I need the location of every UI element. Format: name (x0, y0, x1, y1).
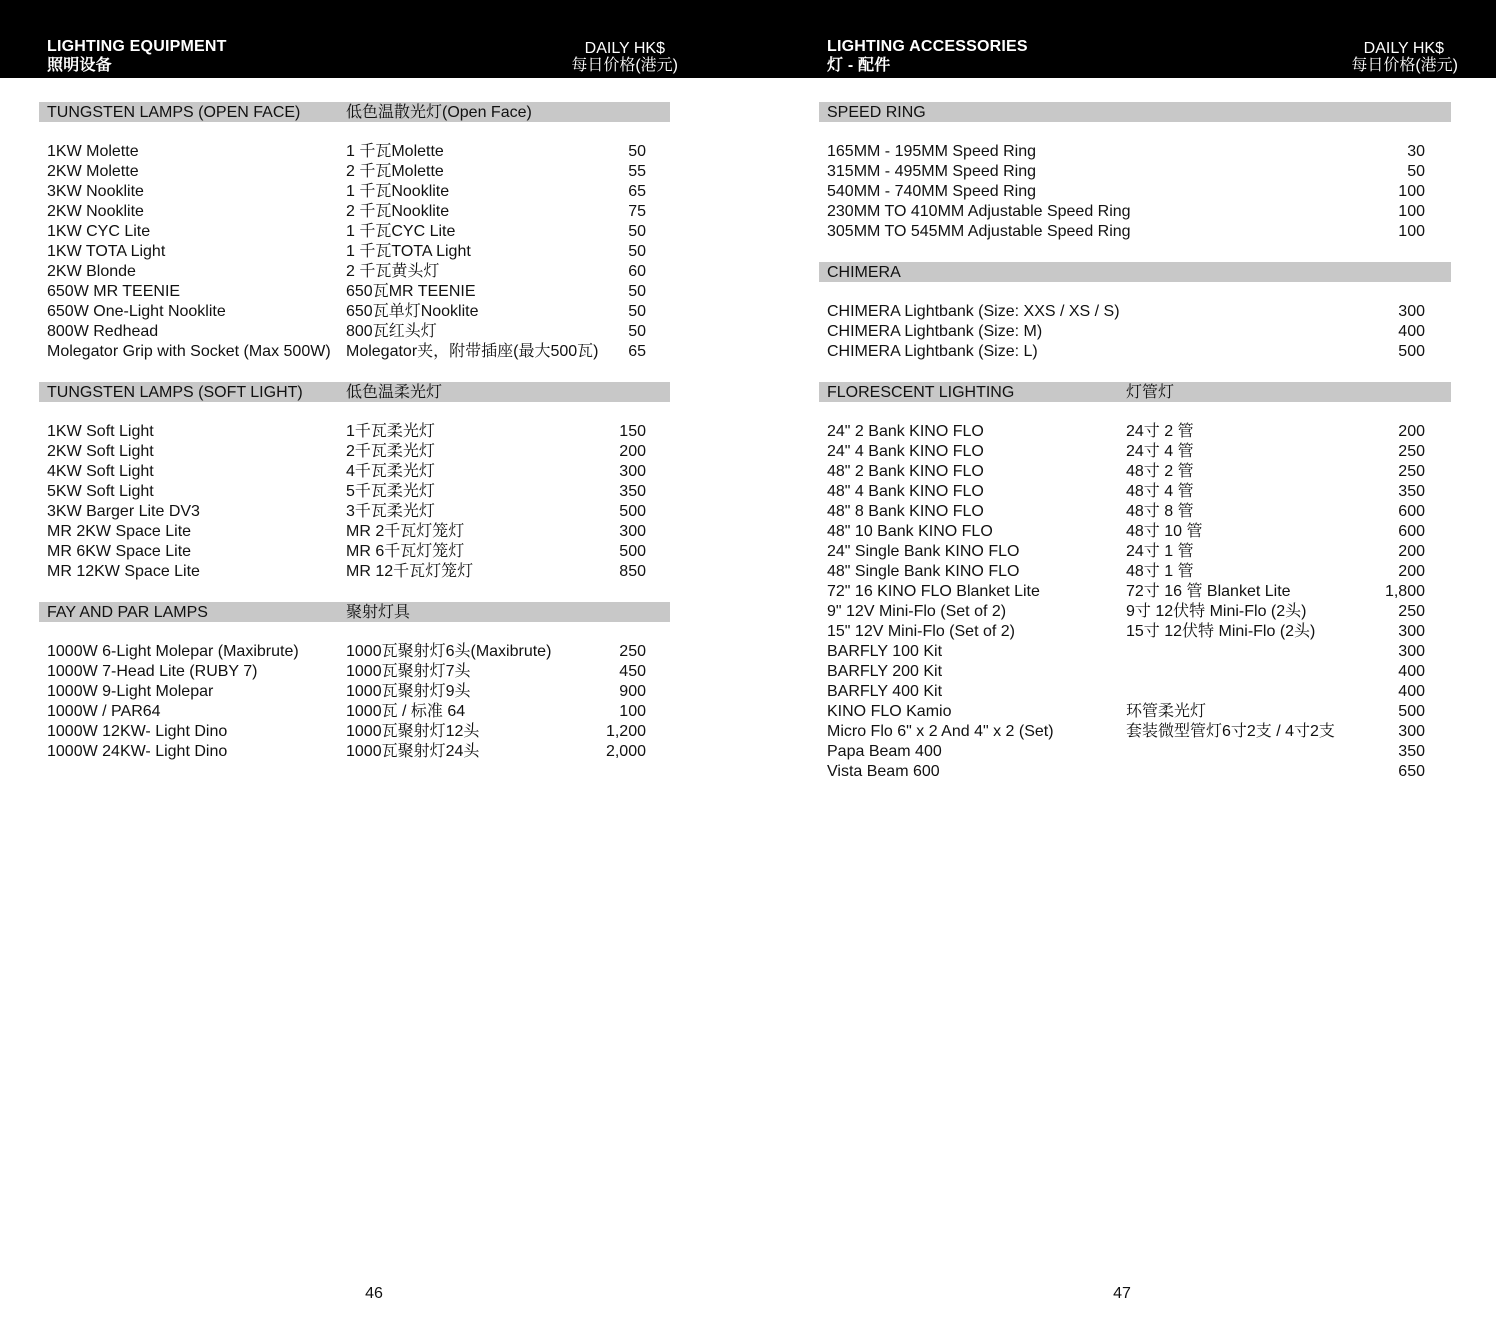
price-row (748, 482, 1496, 502)
item-name: 305MM TO 545MM Adjustable Speed Ring (827, 223, 1131, 240)
price-row (748, 762, 1496, 782)
item-name: 1000W 24KW- Light Dino (47, 743, 228, 760)
price-row (748, 322, 1496, 342)
item-name: 4KW Soft Light (47, 463, 154, 480)
item-name: 1KW TOTA Light (47, 243, 166, 260)
item-name-cn: 1 千瓦Nooklite (346, 183, 450, 200)
item-name: 24" 2 Bank KINO FLO (827, 423, 984, 440)
item-name-cn: 24寸 4 管 (1126, 443, 1194, 460)
item-name: BARFLY 400 Kit (827, 683, 943, 700)
section-title: TUNGSTEN LAMPS (OPEN FACE) (47, 104, 301, 121)
item-price: 900 (619, 683, 646, 700)
item-name-cn: 650瓦MR TEENIE (346, 283, 476, 300)
item-name: Papa Beam 400 (827, 743, 942, 760)
item-name-cn: 1 千瓦Molette (346, 143, 444, 160)
header-title: LIGHTING ACCESSORIES (827, 38, 1028, 55)
item-name: CHIMERA Lightbank (Size: L) (827, 343, 1038, 360)
price-row (0, 162, 748, 182)
item-price: 350 (619, 483, 646, 500)
price-row (0, 442, 748, 462)
item-price: 500 (619, 503, 646, 520)
header-title: LIGHTING EQUIPMENT (47, 38, 227, 55)
price-row (0, 322, 748, 342)
item-name: KINO FLO Kamio (827, 703, 952, 720)
price-row (748, 142, 1496, 162)
section-title: SPEED RING (827, 104, 926, 121)
item-name: 165MM - 195MM Speed Ring (827, 143, 1036, 160)
price-row (0, 682, 748, 702)
item-price: 400 (1398, 663, 1425, 680)
header-daily-label-cn: 每日价格(港元) (1351, 57, 1458, 74)
item-price: 65 (628, 343, 646, 360)
item-price: 300 (619, 463, 646, 480)
item-name-cn: 24寸 2 管 (1126, 423, 1194, 440)
item-name: 3KW Nooklite (47, 183, 144, 200)
item-price: 400 (1398, 323, 1425, 340)
price-row (0, 482, 748, 502)
price-row (748, 462, 1496, 482)
price-row (0, 282, 748, 302)
item-price: 100 (619, 703, 646, 720)
price-row (0, 722, 748, 742)
page-header (0, 0, 748, 78)
item-name: MR 6KW Space Lite (47, 543, 192, 560)
section-header (39, 102, 670, 122)
item-name: 3KW Barger Lite DV3 (47, 503, 200, 520)
item-name-cn: 2 千瓦Nooklite (346, 203, 450, 220)
section-title-cn: 低色温散光灯(Open Face) (346, 104, 532, 121)
price-row (0, 562, 748, 582)
price-row (0, 662, 748, 682)
price-row (0, 262, 748, 282)
price-row (0, 702, 748, 722)
item-name: MR 2KW Space Lite (47, 523, 192, 540)
item-name: 230MM TO 410MM Adjustable Speed Ring (827, 203, 1131, 220)
item-price: 500 (619, 543, 646, 560)
item-name-cn: 1000瓦聚射灯6头(Maxibrute) (346, 643, 552, 660)
item-name-cn: 48寸 2 管 (1126, 463, 1194, 480)
section-title-cn: 聚射灯具 (346, 604, 411, 621)
item-name-cn: 72寸 16 管 Blanket Lite (1126, 583, 1291, 600)
section-header (819, 102, 1451, 122)
item-price: 200 (1398, 423, 1425, 440)
item-name: 1KW Soft Light (47, 423, 154, 440)
item-name: 2KW Nooklite (47, 203, 144, 220)
item-name: 2KW Blonde (47, 263, 136, 280)
price-row (0, 742, 748, 762)
item-price: 600 (1398, 503, 1425, 520)
section-header (39, 602, 670, 622)
item-name: 9" 12V Mini-Flo (Set of 2) (827, 603, 1007, 620)
item-price: 250 (1398, 463, 1425, 480)
item-name: MR 12KW Space Lite (47, 563, 200, 580)
section-title-cn: 灯管灯 (1126, 384, 1175, 401)
item-price: 350 (1398, 743, 1425, 760)
item-name: 48" 8 Bank KINO FLO (827, 503, 984, 520)
item-name: BARFLY 100 Kit (827, 643, 943, 660)
price-row (748, 562, 1496, 582)
item-price: 350 (1398, 483, 1425, 500)
item-price: 400 (1398, 683, 1425, 700)
price-row (748, 422, 1496, 442)
price-row (748, 222, 1496, 242)
item-name: Micro Flo 6" x 2 And 4" x 2 (Set) (827, 723, 1054, 740)
item-price: 850 (619, 563, 646, 580)
price-row (0, 142, 748, 162)
price-row (0, 302, 748, 322)
item-price: 65 (628, 183, 646, 200)
item-name: 315MM - 495MM Speed Ring (827, 163, 1036, 180)
header-daily-label-cn: 每日价格(港元) (571, 57, 678, 74)
item-name: 1000W / PAR64 (47, 703, 161, 720)
item-name-cn: 24寸 1 管 (1126, 543, 1194, 560)
item-price: 50 (628, 283, 646, 300)
item-name-cn: 48寸 4 管 (1126, 483, 1194, 500)
item-price: 300 (1398, 643, 1425, 660)
item-name-cn: 2 千瓦黄头灯 (346, 263, 440, 280)
section-header (819, 262, 1451, 282)
item-price: 30 (1407, 143, 1425, 160)
price-row (0, 642, 748, 662)
item-price: 200 (619, 443, 646, 460)
item-price: 100 (1398, 183, 1425, 200)
item-name: CHIMERA Lightbank (Size: M) (827, 323, 1043, 340)
item-name-cn: 48寸 8 管 (1126, 503, 1194, 520)
price-row (748, 302, 1496, 322)
item-price: 250 (1398, 603, 1425, 620)
page-number: 47 (1113, 1285, 1131, 1302)
item-price: 1,800 (1384, 583, 1425, 600)
item-name: 650W One-Light Nooklite (47, 303, 226, 320)
header-daily-label: DAILY HK$ (1363, 40, 1444, 57)
item-price: 200 (1398, 543, 1425, 560)
price-row (748, 742, 1496, 762)
section-title: FAY AND PAR LAMPS (47, 604, 208, 621)
item-name: 1000W 9-Light Molepar (47, 683, 214, 700)
item-price: 500 (1398, 703, 1425, 720)
item-price: 300 (1398, 723, 1425, 740)
item-price: 60 (628, 263, 646, 280)
item-name: 1000W 7-Head Lite (RUBY 7) (47, 663, 258, 680)
header-daily-label: DAILY HK$ (584, 40, 665, 57)
item-name-cn: 1千瓦柔光灯 (346, 423, 435, 440)
item-name-cn: 1 千瓦CYC Lite (346, 223, 456, 240)
item-name: Molegator Grip with Socket (Max 500W) (47, 343, 331, 360)
item-name: CHIMERA Lightbank (Size: XXS / XS / S) (827, 303, 1120, 320)
section-title: CHIMERA (827, 264, 901, 281)
item-price: 100 (1398, 203, 1425, 220)
item-name: 48" 10 Bank KINO FLO (827, 523, 993, 540)
price-row (0, 462, 748, 482)
header-title-cn: 照明设备 (47, 57, 112, 74)
item-price: 450 (619, 663, 646, 680)
item-name: 800W Redhead (47, 323, 159, 340)
header-title-cn: 灯 - 配件 (827, 57, 891, 74)
section-title-cn: 低色温柔光灯 (346, 384, 443, 401)
price-row (748, 542, 1496, 562)
price-row (748, 442, 1496, 462)
price-row (748, 602, 1496, 622)
price-row (748, 502, 1496, 522)
item-name: 1000W 12KW- Light Dino (47, 723, 228, 740)
price-row (0, 542, 748, 562)
item-name-cn: 环管柔光灯 (1126, 703, 1207, 720)
item-price: 100 (1398, 223, 1425, 240)
page-number: 46 (365, 1285, 383, 1302)
section-title: FLORESCENT LIGHTING (827, 384, 1015, 401)
price-row (748, 702, 1496, 722)
item-name: 1KW Molette (47, 143, 139, 160)
item-name-cn: 1000瓦聚射灯12头 (346, 723, 480, 740)
item-name-cn: 1 千瓦TOTA Light (346, 243, 471, 260)
item-name-cn: MR 12千瓦灯笼灯 (346, 563, 474, 580)
item-name-cn: 800瓦红头灯 (346, 323, 437, 340)
item-name: 5KW Soft Light (47, 483, 154, 500)
item-name-cn: 48寸 1 管 (1126, 563, 1194, 580)
item-price: 50 (628, 323, 646, 340)
item-name-cn: Molegator夹，附带插座(最大500瓦) (346, 343, 599, 360)
item-name-cn: MR 6千瓦灯笼灯 (346, 543, 465, 560)
section-header (39, 382, 670, 402)
price-row (0, 242, 748, 262)
item-name-cn: 1000瓦聚射灯24头 (346, 743, 480, 760)
item-name-cn: 1000瓦聚射灯9头 (346, 683, 471, 700)
item-name: 1KW CYC Lite (47, 223, 151, 240)
item-name-cn: 1000瓦聚射灯7头 (346, 663, 471, 680)
item-name: 48" 2 Bank KINO FLO (827, 463, 984, 480)
item-price: 300 (619, 523, 646, 540)
item-name: 2KW Soft Light (47, 443, 154, 460)
price-row (0, 522, 748, 542)
item-price: 55 (628, 163, 646, 180)
item-price: 150 (619, 423, 646, 440)
item-name-cn: 5千瓦柔光灯 (346, 483, 435, 500)
price-row (748, 202, 1496, 222)
price-row (0, 182, 748, 202)
item-name-cn: MR 2千瓦灯笼灯 (346, 523, 465, 540)
price-row (748, 182, 1496, 202)
item-price: 650 (1398, 763, 1425, 780)
item-name-cn: 9寸 12伏特 Mini-Flo (2头) (1126, 603, 1307, 620)
item-price: 300 (1398, 303, 1425, 320)
item-name: 24" Single Bank KINO FLO (827, 543, 1020, 560)
item-price: 50 (628, 243, 646, 260)
price-row (0, 202, 748, 222)
item-name: 650W MR TEENIE (47, 283, 181, 300)
price-row (0, 502, 748, 522)
item-price: 300 (1398, 623, 1425, 640)
price-row (748, 162, 1496, 182)
item-price: 500 (1398, 343, 1425, 360)
item-price: 50 (628, 223, 646, 240)
item-name-cn: 1000瓦 / 标准 64 (346, 703, 466, 720)
price-row (0, 342, 748, 362)
item-price: 50 (628, 303, 646, 320)
item-name: BARFLY 200 Kit (827, 663, 943, 680)
item-name: Vista Beam 600 (827, 763, 940, 780)
item-price: 50 (628, 143, 646, 160)
item-price: 250 (619, 643, 646, 660)
section-title: TUNGSTEN LAMPS (SOFT LIGHT) (47, 384, 303, 401)
right-page (748, 0, 1496, 1323)
price-row (0, 222, 748, 242)
item-price: 600 (1398, 523, 1425, 540)
item-price: 75 (628, 203, 646, 220)
page-header (748, 0, 1496, 78)
price-row (748, 582, 1496, 602)
item-name-cn: 650瓦单灯Nooklite (346, 303, 479, 320)
item-name-cn: 2 千瓦Molette (346, 163, 444, 180)
item-name-cn: 4千瓦柔光灯 (346, 463, 435, 480)
item-name: 540MM - 740MM Speed Ring (827, 183, 1036, 200)
item-name: 24" 4 Bank KINO FLO (827, 443, 984, 460)
price-row (748, 622, 1496, 642)
price-row (748, 662, 1496, 682)
item-name: 2KW Molette (47, 163, 139, 180)
item-name-cn: 15寸 12伏特 Mini-Flo (2头) (1126, 623, 1316, 640)
price-row (748, 342, 1496, 362)
item-name: 48" Single Bank KINO FLO (827, 563, 1020, 580)
item-name-cn: 3千瓦柔光灯 (346, 503, 435, 520)
item-name: 1000W 6-Light Molepar (Maxibrute) (47, 643, 299, 660)
item-name: 72" 16 KINO FLO Blanket Lite (827, 583, 1040, 600)
item-name: 15" 12V Mini-Flo (Set of 2) (827, 623, 1015, 640)
price-row (748, 642, 1496, 662)
price-row (748, 682, 1496, 702)
item-price: 250 (1398, 443, 1425, 460)
price-row (748, 722, 1496, 742)
item-price: 200 (1398, 563, 1425, 580)
item-name-cn: 套装微型管灯6寸2支 / 4寸2支 (1126, 723, 1335, 740)
item-price: 2,000 (605, 743, 646, 760)
item-price: 50 (1407, 163, 1425, 180)
section-header (819, 382, 1451, 402)
item-name-cn: 48寸 10 管 (1126, 523, 1203, 540)
price-row (0, 422, 748, 442)
item-name: 48" 4 Bank KINO FLO (827, 483, 984, 500)
item-price: 1,200 (605, 723, 646, 740)
price-row (748, 522, 1496, 542)
item-name-cn: 2千瓦柔光灯 (346, 443, 435, 460)
